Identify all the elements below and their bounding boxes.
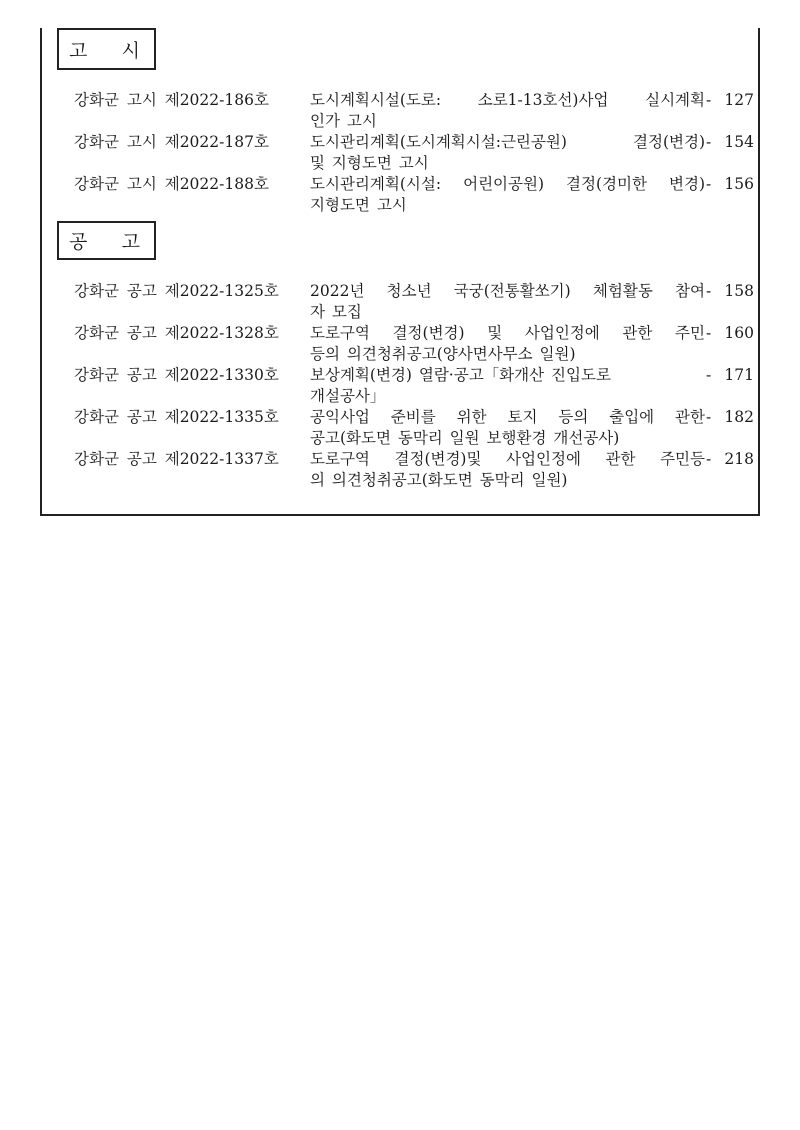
toc-entry[interactable] [0, 323, 800, 365]
entry-dash: - [706, 450, 712, 468]
entry-number: 강화군 공고 제2022-1325호 [74, 282, 279, 300]
entry-title-line: 및 지형도면 고시 [310, 154, 429, 172]
entry-title [310, 90, 705, 132]
entry-title-line: 의 의견청취공고(화도면 동막리 일원) [310, 471, 568, 489]
entry-title [310, 174, 705, 216]
toc-entry[interactable] [0, 407, 800, 449]
entry-title [310, 132, 705, 174]
entry-title-line: 지형도면 고시 [310, 196, 407, 214]
entry-number: 강화군 고시 제2022-187호 [74, 133, 269, 151]
entry-dash: - [706, 282, 712, 300]
entry-number: 강화군 공고 제2022-1335호 [74, 408, 279, 426]
entry-title-line: 도로구역 결정(변경) 및 사업인정에 관한 주민 [310, 324, 705, 342]
announcement-entry-list [0, 281, 800, 491]
toc-entry[interactable] [0, 365, 800, 407]
section-heading-announcement [57, 221, 156, 260]
entry-number: 강화군 공고 제2022-1330호 [74, 366, 279, 384]
entry-title-line: 공고(화도면 동막리 일원 보행환경 개선공사) [310, 429, 620, 447]
section-heading-char: 시 [121, 39, 140, 62]
section-heading-char: 고 [121, 231, 140, 253]
toc-entry[interactable] [0, 90, 800, 132]
notice-entry-list [0, 90, 800, 216]
entry-dash: - [706, 175, 712, 193]
entry-dash: - [706, 324, 712, 342]
entry-title-line: 개설공사」 [310, 387, 386, 405]
entry-dash: - [706, 408, 712, 426]
entry-title-line: 보상계획(변경) 열람·공고「화개산 진입도로 [310, 366, 611, 384]
entry-page-number: 127 [724, 91, 754, 109]
section-heading-char: 고 [69, 39, 88, 62]
toc-entry[interactable] [0, 449, 800, 491]
entry-page-number: 156 [724, 175, 754, 193]
section-heading-notice [57, 28, 156, 70]
entry-page-number: 171 [724, 366, 754, 384]
toc-entry[interactable] [0, 132, 800, 174]
entry-title [310, 281, 705, 323]
entry-title-line: 2022년 청소년 국궁(전통활쏘기) 체험활동 참여 [310, 282, 705, 300]
entry-title-line: 도시관리계획(시설: 어린이공원) 결정(경미한 변경) [310, 175, 705, 193]
entry-dash: - [706, 91, 712, 109]
entry-title [310, 449, 705, 491]
entry-title-line: 도시계획시설(도로: 소로1-13호선)사업 실시계획 [310, 91, 705, 109]
toc-entry[interactable] [0, 281, 800, 323]
entry-title [310, 365, 705, 407]
entry-number: 강화군 고시 제2022-186호 [74, 91, 269, 109]
entry-title [310, 323, 705, 365]
entry-title-line: 도로구역 결정(변경)및 사업인정에 관한 주민등 [310, 450, 705, 468]
entry-page-number: 160 [724, 324, 754, 342]
entry-page-number: 182 [724, 408, 754, 426]
section-heading-char: 공 [69, 231, 88, 253]
entry-page-number: 154 [724, 133, 754, 151]
entry-title [310, 407, 705, 449]
entry-title-line: 공익사업 준비를 위한 토지 등의 출입에 관한 [310, 408, 705, 426]
entry-title-line: 인가 고시 [310, 112, 377, 130]
entry-title-line: 등의 의견청취공고(양사면사무소 일원) [310, 345, 576, 363]
entry-title-line: 도시관리계획(도시계획시설:근린공원) 결정(변경) [310, 133, 705, 151]
entry-number: 강화군 공고 제2022-1337호 [74, 450, 279, 468]
toc-entry[interactable] [0, 174, 800, 216]
entry-page-number: 158 [724, 282, 754, 300]
entry-page-number: 218 [724, 450, 754, 468]
entry-number: 강화군 고시 제2022-188호 [74, 175, 269, 193]
entry-dash: - [706, 133, 712, 151]
entry-number: 강화군 공고 제2022-1328호 [74, 324, 279, 342]
entry-title-line: 자 모집 [310, 303, 362, 321]
entry-dash: - [706, 366, 712, 384]
